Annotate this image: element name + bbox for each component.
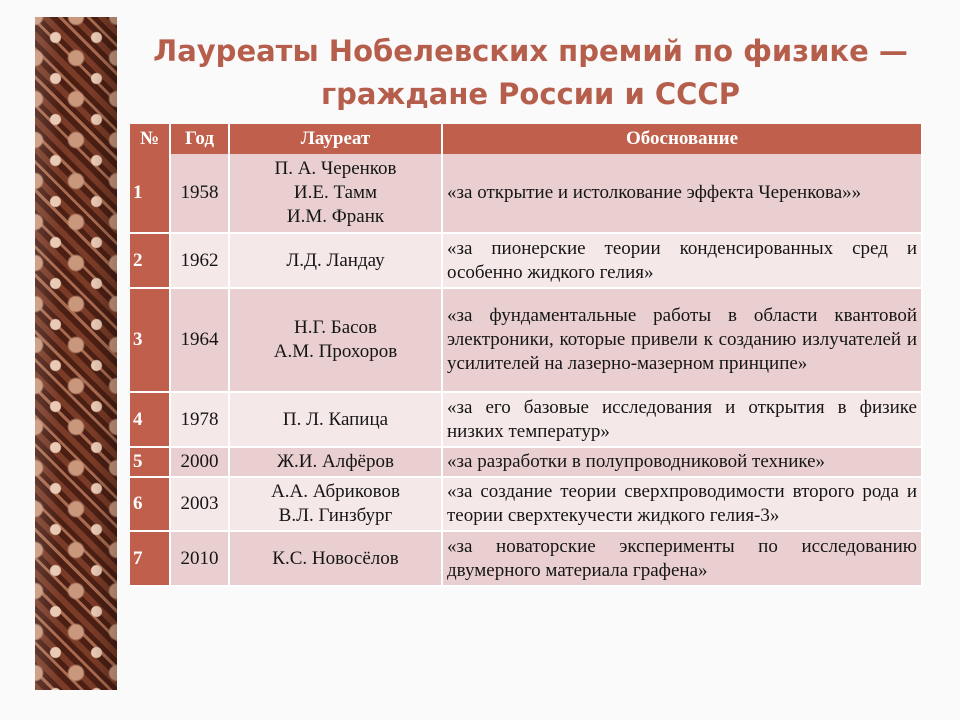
laureate-name: П. Л. Капица (282, 408, 389, 430)
table-row (130, 288, 922, 392)
row-reason: «за создание теории сверхпроводимости второго рода и теории сверхтекучести жидкого гелия-3» (442, 477, 922, 531)
table-header-row (130, 124, 922, 154)
slide-title (128, 30, 933, 116)
row-reason: «за его базовые исследования и открытия в физике низких температур» (442, 392, 922, 447)
slide-title-line-1: Лауреаты Нобелевских премий по физике — (153, 34, 908, 68)
row-year: 2000 (170, 447, 229, 477)
row-laureates (229, 233, 442, 288)
laureate-name: И.М. Франк (286, 206, 385, 227)
row-reason: «за новаторские эксперименты по исследованию двумерного материала графена» (442, 531, 922, 586)
laureate-name: Ж.И. Алфёров (277, 451, 394, 472)
laureates-table (130, 124, 923, 587)
table-row (130, 233, 922, 288)
row-year: 1962 (170, 233, 229, 288)
row-laureates (229, 392, 442, 447)
laureate-name: К.С. Новосёлов (272, 547, 399, 569)
row-number: 7 (130, 531, 170, 586)
row-reason: «за фундаментальные работы в области квантовой электроники, которые привели к созданию излучателей и усилителей на лазерно-мазерном принципе» (442, 288, 922, 392)
header-number: № (130, 124, 170, 154)
laureate-name: В.Л. Гинзбург (278, 505, 393, 526)
table-row (130, 531, 922, 586)
ornament-shading (35, 17, 117, 690)
row-number: 3 (130, 288, 170, 392)
row-year: 2010 (170, 531, 229, 586)
header-laureate: Лауреат (229, 124, 442, 154)
laureate-name: И.Е. Тамм (293, 182, 378, 203)
row-laureates (229, 531, 442, 586)
table-row (130, 154, 922, 233)
row-number: 2 (130, 233, 170, 288)
table-row (130, 392, 922, 447)
row-laureates (229, 154, 442, 233)
row-reason: «за разработки в полупроводниковой технике» (442, 447, 922, 477)
laureate-name: Н.Г. Басов (293, 317, 378, 338)
header-reason: Обоснование (442, 124, 922, 154)
row-reason: «за открытие и истолкование эффекта Черенкова»» (442, 154, 922, 233)
row-year: 1964 (170, 288, 229, 392)
row-year: 1978 (170, 392, 229, 447)
row-year: 2003 (170, 477, 229, 531)
row-number: 4 (130, 392, 170, 447)
laureate-name: Л.Д. Ландау (286, 249, 385, 271)
table-row (130, 477, 922, 531)
row-laureates (229, 477, 442, 531)
table-row (130, 447, 922, 477)
slide-title-line-2: граждане России и СССР (321, 77, 740, 111)
header-year: Год (170, 124, 229, 154)
laureate-name: А.М. Прохоров (273, 341, 398, 362)
row-year: 1958 (170, 154, 229, 233)
row-number: 5 (130, 447, 170, 477)
row-laureates (229, 288, 442, 392)
laureate-name: П. А. Черенков (274, 158, 397, 179)
row-reason: «за пионерские теории конденсированных сред и особенно жидкого гелия» (442, 233, 922, 288)
row-number: 6 (130, 477, 170, 531)
laureate-name: А.А. Абриковов (271, 481, 400, 502)
row-laureates (229, 447, 442, 477)
row-number: 1 (130, 154, 170, 233)
